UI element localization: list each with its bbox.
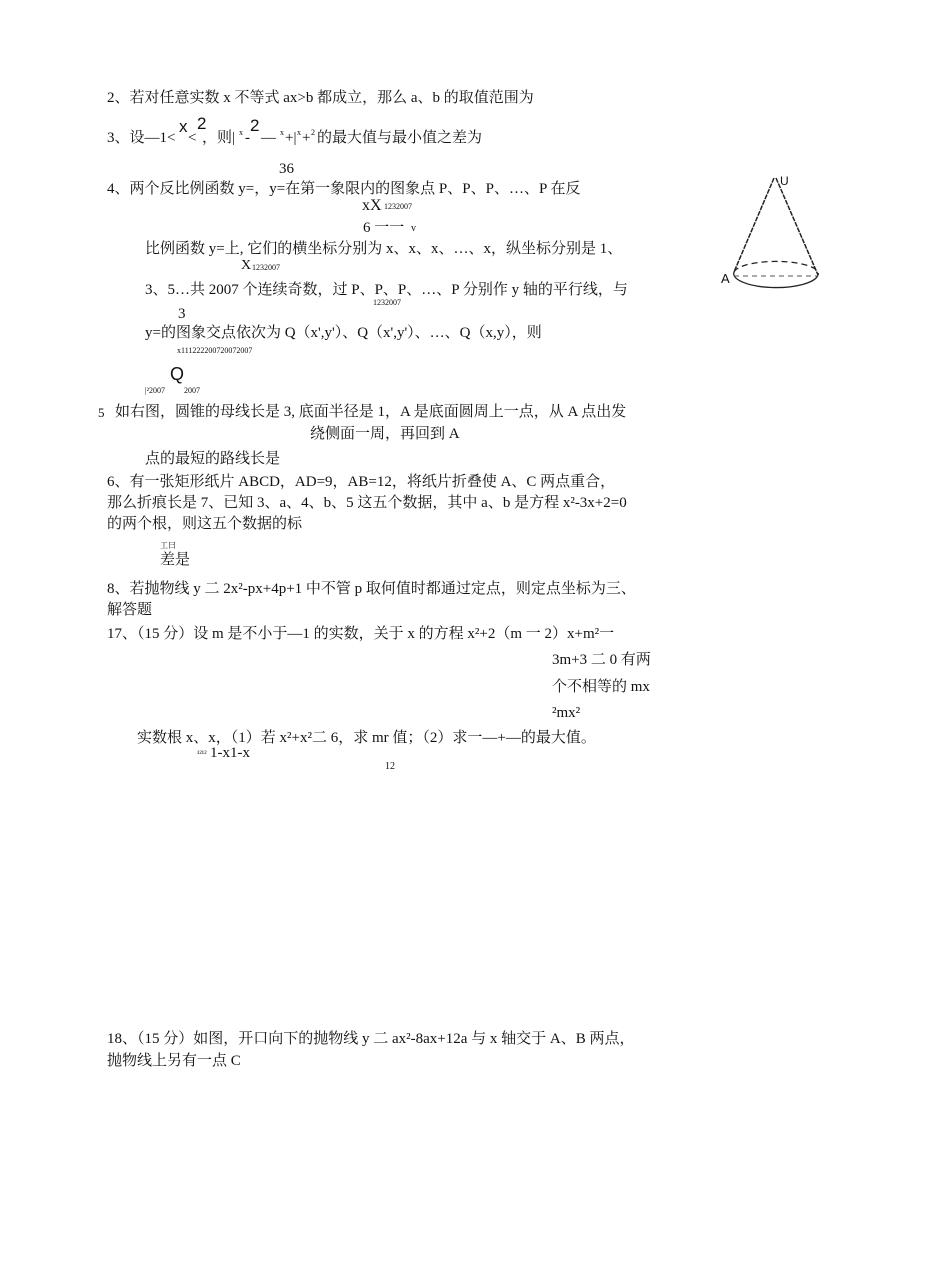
q3-plus: +| <box>285 130 297 146</box>
q17-line-4: ²mx² <box>552 705 581 721</box>
q3-small-2: x <box>280 128 284 137</box>
cone-label-top: U <box>780 174 789 188</box>
q4-line-4-sub: x111222200720072007 <box>177 346 253 355</box>
q17-line-2: 3m+3 二 0 有两 <box>552 652 651 668</box>
q5-number: 5 <box>98 405 105 420</box>
q3-dash: - <box>245 130 250 146</box>
q17-sub-small: ¹²¹² <box>197 749 207 758</box>
q3-plus-2: + <box>302 130 311 146</box>
q4-line-4: y=的图象交点依次为 Q（x',y'）、Q（x',y'）、…、Q（x,y），则 <box>145 325 542 341</box>
q3-suffix: 的最大值与最小值之差为 <box>317 130 483 146</box>
q6-line-4: 差是 <box>160 552 191 568</box>
q4-line-2: 比例函数 y=上, 它们的横坐标分别为 x、x、x、…、x，纵坐标分别是 1、 <box>145 241 623 257</box>
q3-small-3: x <box>297 128 301 137</box>
q3-small-1: x <box>239 128 243 137</box>
q3-two-a: 2 <box>197 114 207 133</box>
cone-right-edge <box>776 178 818 275</box>
q17-line-5: 实数根 x、x，（1）若 x²+x²二 6，求 mr 值；（2）求一—+—的最大值。 <box>137 730 596 746</box>
q17-sub-12: 12 <box>385 761 395 772</box>
q4-xx-sub: 1232007 <box>384 202 412 211</box>
q17-line-3: 个不相等的 mx <box>552 679 650 695</box>
q4-x-sub: 1232007 <box>252 263 280 272</box>
q4-q-sub-2: 2007 <box>184 386 200 395</box>
q5-line-1: 如右图，圆锥的母线长是 3, 底面半径是 1，A 是底面圆周上一点，从 A 点出发 <box>115 404 627 420</box>
q4-x-sub-label: X <box>241 258 252 273</box>
q6-line-1: 6、有一张矩形纸片 ABCD，AD=9，AB=12，将纸片折叠使 A、C 两点重合， <box>107 474 616 490</box>
q4-q-big: Q <box>170 364 185 384</box>
cone-figure <box>718 170 828 300</box>
q6-tiny: 工曰 <box>160 541 176 550</box>
q4-q-sub-1: |²2007 <box>145 386 165 395</box>
q4-xx: xX <box>362 197 382 214</box>
q4-line-1: 4、两个反比例函数 y=，y=在第一象限内的图象点 P、P、P、…、P 在反 <box>107 181 581 197</box>
cone-base-back <box>734 261 818 275</box>
q3-long-dash: — <box>261 130 276 146</box>
q6-line-2: 那么折痕长是 7、已知 3、a、4、b、5 这五个数据，其中 a、b 是方程 x²-3x+2=0 <box>107 495 627 511</box>
q4-three: 3 <box>178 306 186 322</box>
question-2: 2、若对任意实数 x 不等式 ax>b 都成立，那么 a、b 的取值范围为 <box>107 90 534 106</box>
q18-line-1: 18、（15 分）如图，开口向下的抛物线 y 二 ax²-8ax+12a 与 x 轴交于 A、B 两点， <box>107 1031 635 1047</box>
q4-six-v: v <box>411 223 416 234</box>
q4-frac-top: 36 <box>279 161 294 177</box>
q8-line-1: 8、若抛物线 y 二 2x²-px+4p+1 中不管 p 取何值时都通过定点，则定点坐标为三、 <box>107 581 636 597</box>
q17-line-1: 17、（15 分）设 m 是不小于—1 的实数，关于 x 的方程 x²+2（m 一 2）x+m²一 <box>107 626 615 642</box>
q3-mid: ，则| <box>202 130 236 146</box>
q3-small-4: 2 <box>311 128 315 137</box>
q18-line-2: 抛物线上另有一点 C <box>107 1053 241 1069</box>
q4-six: 6 一一 <box>363 220 405 236</box>
q3-lt: < <box>188 130 197 146</box>
cone-base-front <box>734 272 818 288</box>
q17-sub-text: 1-x1-x <box>210 745 250 761</box>
cone-label-a: A <box>721 271 730 286</box>
q8-line-2: 解答题 <box>107 602 153 618</box>
q6-line-3: 的两个根，则这五个数据的标 <box>107 516 303 532</box>
q3-x-sup: x <box>179 117 188 136</box>
q4-line-3: 3、5…共 2007 个连续奇数，过 P、P、P、…、P 分别作 y 轴的平行线，与 <box>145 282 628 298</box>
q4-line-3-sub: 1232007 <box>373 298 401 307</box>
cone-left-edge <box>734 178 774 272</box>
q3-prefix: 3、设—1< <box>107 130 176 146</box>
q5-line-2: 绕侧面一周，再回到 A <box>310 426 460 442</box>
q5-line-3: 点的最短的路线长是 <box>145 451 281 467</box>
q3-two-b: 2 <box>250 116 260 135</box>
